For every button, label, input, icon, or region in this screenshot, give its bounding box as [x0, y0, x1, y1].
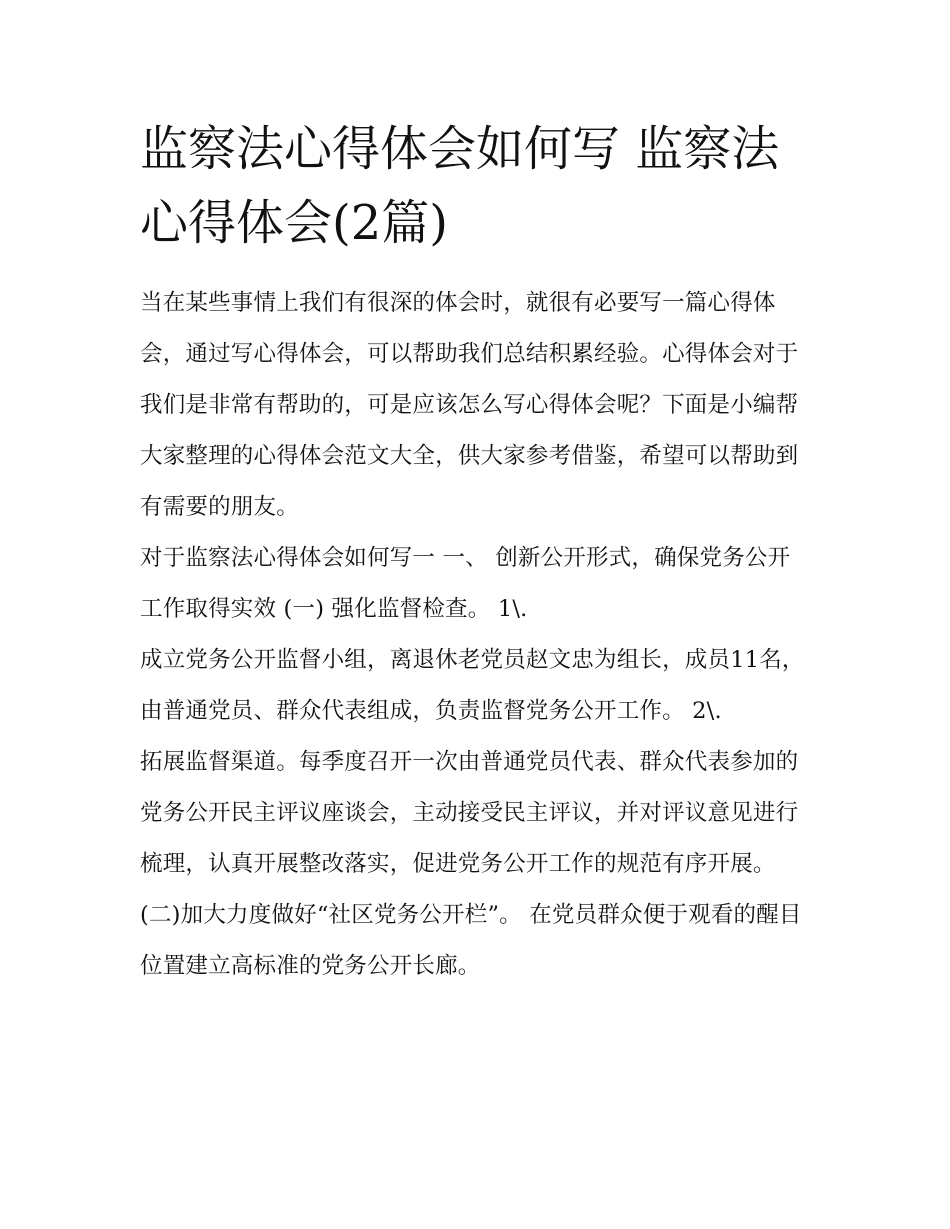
paragraph-section-one: 对于监察法心得体会如何写一 一、 创新公开形式，确保党务公开工作取得实效 (一) 强化监督检查。 1\.	[140, 545, 791, 622]
document-title: 监察法心得体会如何写 监察法心得体会(2篇)	[140, 121, 780, 251]
paragraph-section-two: (二)加大力度做好“社区党务公开栏”。 在党员群众便于观看的醒目位置建立高标准的党务公开长廊。	[140, 902, 802, 979]
paragraph-intro: 当在某些事情上我们有很深的体会时，就很有必要写一篇心得体会，通过写心得体会，可以帮助我们总结积累经验。心得体会对于我们是非常有帮助的，可是应该怎么写心得体会呢？下面是小编帮大家整理的心得体会范文大全，供大家参考借鉴，希望可以帮助到有需要的朋友。	[140, 290, 799, 520]
document-page	[140, 112, 812, 992]
paragraph-supervision-channels: 拓展监督渠道。每季度召开一次由普通党员代表、群众代表参加的党务公开民主评议座谈会，主动接受民主评议，并对评议意见进行梳理，认真开展整改落实，促进党务公开工作的规范有序开展。	[140, 749, 799, 877]
paragraph-supervision-group: 成立党务公开监督小组，离退休老党员赵文忠为组长，成员11名，由普通党员、群众代表组成，负责监督党务公开工作。 2\.	[140, 647, 805, 724]
